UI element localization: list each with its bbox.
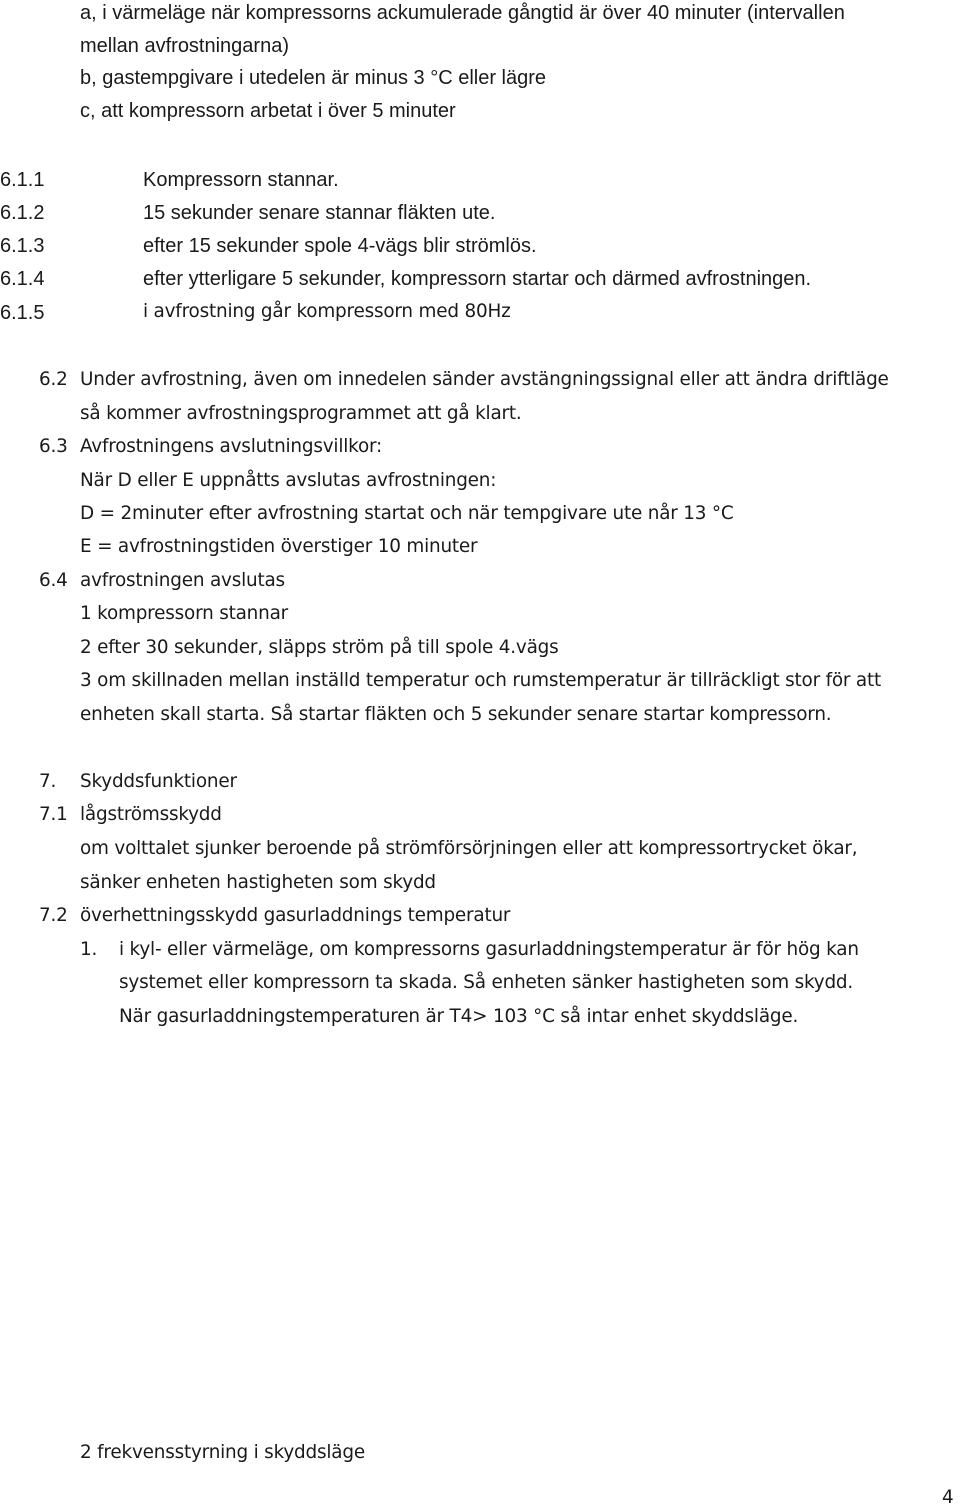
step-number: 6.1.1 [0,169,45,191]
section-6-3-line-2: När D eller E uppnåtts avslutas avfrostningen: [80,470,497,491]
section-6-4-line-2: 1 kompressorn stannar [80,603,289,624]
condition-a-line-1: a, i värmeläge när kompressorns ackumulerade gångtid är över 40 minuter (intervallen [80,2,845,24]
step-number: 6.1.5 [0,302,45,324]
section-number-6-3: 6.3 [39,436,68,457]
section-number-7-1: 7.1 [39,804,68,825]
section-number-7-2: 7.2 [39,905,68,926]
condition-c: c, att kompressorn arbetat i över 5 minuter [80,100,456,122]
section-7-1-line-1: lågströmsskydd [80,804,222,825]
condition-b: b, gastempgivare i utedelen är minus 3 °C eller lägre [80,67,547,89]
step-text: efter ytterligare 5 sekunder, kompressorn startar och därmed avfrostningen. [143,268,812,290]
section-7-1-line-3: sänker enheten hastigheten som skydd [80,872,436,893]
section-6-3-line-3: D = 2minuter efter avfrostning startat och när tempgivare ute når 13 °C [80,503,734,524]
section-6-4-line-5: enheten skall starta. Så startar fläkten och 5 sekunder senare startar kompressorn. [80,704,832,725]
page-number: 4 [942,1487,954,1508]
section-7-2-item-line-1: i kyl- eller värmeläge, om kompressorns gasurladdningstemperatur är för hög kan [119,939,859,960]
step-text: efter 15 sekunder spole 4-vägs blir strömlös. [143,235,537,257]
step-number: 6.1.3 [0,235,45,257]
section-6-2-line-1: Under avfrostning, även om innedelen sänder avstängningssignal eller att ändra driftläge [80,369,889,390]
step-text: Kompressorn stannar. [143,169,339,191]
section-6-4-line-1: avfrostningen avslutas [80,570,285,591]
footer-line: 2 frekvensstyrning i skyddsläge [80,1442,365,1463]
section-6-4-line-4: 3 om skillnaden mellan inställd temperatur och rumstemperatur är tillräckligt stor för att [80,670,881,691]
section-6-3-line-1: Avfrostningens avslutningsvillkor: [80,436,383,457]
section-6-4-line-3: 2 efter 30 sekunder, släpps ström på till spole 4.vägs [80,637,559,658]
condition-a-line-2: mellan avfrostningarna) [80,35,289,57]
section-number-7: 7. [39,771,57,792]
section-6-3-line-4: E = avfrostningstiden överstiger 10 minuter [80,536,478,557]
list-item-number: 1. [80,939,98,960]
section-number-6-2: 6.2 [39,369,68,390]
section-7-title: Skyddsfunktioner [80,771,237,792]
section-7-2-item-line-2: systemet eller kompressorn ta skada. Så enheten sänker hastigheten som skydd. [119,972,854,993]
step-text: 15 sekunder senare stannar fläkten ute. [143,202,496,224]
step-number: 6.1.4 [0,268,45,290]
section-7-2-item-line-3: När gasurladdningstemperaturen är T4> 103 °C så intar enhet skyddsläge. [119,1006,799,1027]
step-text: i avfrostning går kompressorn med 80Hz [143,301,511,322]
section-number-6-4: 6.4 [39,570,68,591]
section-6-2-line-2: så kommer avfrostningsprogrammet att gå klart. [80,403,522,424]
section-7-2-title: överhettningsskydd gasurladdnings temperatur [80,905,511,926]
section-7-1-line-2: om volttalet sjunker beroende på strömförsörjningen eller att kompressortrycket ökar, [80,838,858,859]
step-number: 6.1.2 [0,202,45,224]
